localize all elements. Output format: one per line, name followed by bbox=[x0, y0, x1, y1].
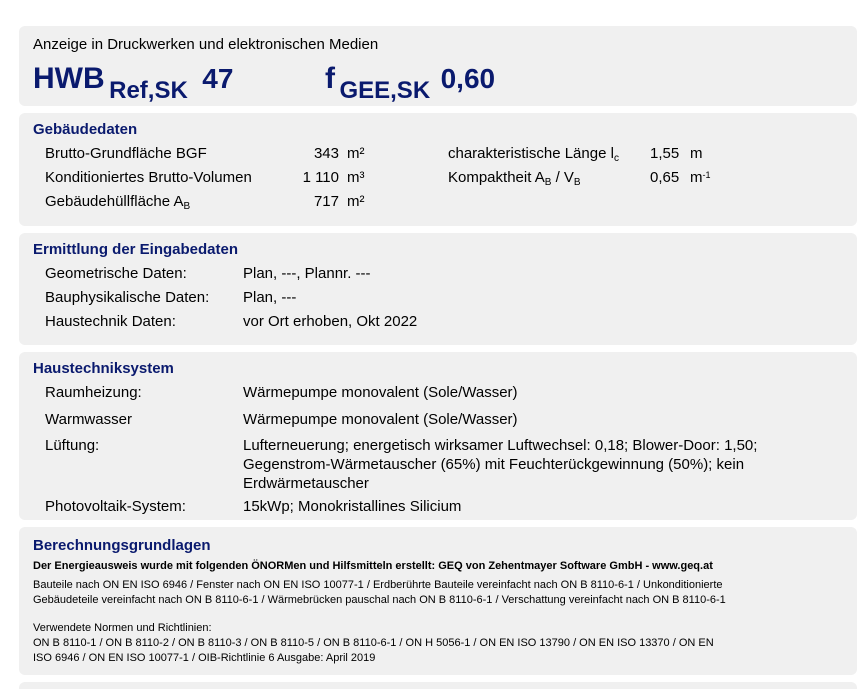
huellflaeche-value: 717 bbox=[313, 193, 339, 210]
geometrie-value: Plan, ---, Plannr. --- bbox=[243, 265, 371, 282]
geometrie-label: Geometrische Daten: bbox=[45, 265, 187, 282]
eingabedaten-title: Ermittlung der Eingabedaten bbox=[33, 241, 239, 258]
volumen-value: 1 110 bbox=[302, 169, 339, 186]
warmwasser-label: Warmwasser bbox=[45, 411, 132, 428]
bgf-value: 343 bbox=[313, 145, 339, 162]
haustechnik-daten-label: Haustechnik Daten: bbox=[45, 313, 176, 330]
photovoltaik-value: 15kWp; Monokristallines Silicium bbox=[243, 498, 462, 515]
kompaktheit-label: Kompaktheit $A_B / V_B$ bbox=[448, 169, 581, 188]
next-panel-edge bbox=[19, 682, 857, 689]
grundlagen-line-2: Gebäudeteile vereinfacht nach ON B 8110-6-1 / Wärmebrücken pauschal nach ON B 8110-6-1 / Verschattung vereinfacht nach ON B 8110-6-1 bbox=[33, 594, 726, 606]
grundlagen-title: Berechnungsgrundlagen bbox=[33, 537, 211, 554]
bauphysik-label: Bauphysikalische Daten: bbox=[45, 289, 210, 306]
grundlagen-line-3: Verwendete Normen und Richtlinien: bbox=[33, 622, 212, 634]
raumheizung-label: Raumheizung: bbox=[45, 384, 142, 401]
display-panel bbox=[19, 26, 857, 106]
warmwasser-value: Wärmepumpe monovalent (Sole/Wasser) bbox=[243, 411, 518, 428]
fgee-indicator bbox=[325, 62, 496, 104]
bauphysik-value: Plan, --- bbox=[243, 289, 297, 306]
char-laenge-value: 1,55 bbox=[650, 145, 680, 162]
haustechnik-daten-value: vor Ort erhoben, Okt 2022 bbox=[243, 313, 418, 330]
char-laenge-unit: m bbox=[690, 145, 703, 162]
huellflaeche-unit: m² bbox=[347, 193, 365, 210]
gebaeudedaten-panel bbox=[19, 113, 857, 226]
grundlagen-line-4: ON B 8110-1 / ON B 8110-2 / ON B 8110-3 / ON B 8110-5 / ON B 8110-6-1 / ON H 5056-1 / ON EN ISO 13790 / ON EN ISO 13370 / ON EN bbox=[33, 637, 714, 649]
lueftung-value-line2: Gegenstrom-Wärmetauscher (65%) mit Feuchterückgewinnung (50%); kein bbox=[243, 456, 745, 473]
bgf-unit: m² bbox=[347, 145, 365, 162]
volumen-unit: m³ bbox=[347, 169, 365, 186]
lueftung-value-line3: Erdwärmetauscher bbox=[243, 475, 369, 492]
hwb-indicator bbox=[33, 62, 234, 104]
bgf-label: Brutto-Grundfläche BGF bbox=[45, 145, 207, 162]
grundlagen-line-5: ISO 6946 / ON EN ISO 10077-1 / OIB-Richtlinie 6 Ausgabe: April 2019 bbox=[33, 652, 376, 664]
kompaktheit-unit: $m^{-1}$ bbox=[690, 169, 711, 186]
display-caption: Anzeige in Druckwerken und elektronischen Medien bbox=[33, 36, 379, 53]
grundlagen-panel bbox=[19, 527, 857, 675]
lueftung-label: Lüftung: bbox=[45, 437, 100, 454]
char-laenge-label: charakteristische Länge $l_c$ bbox=[448, 145, 619, 164]
hwb-value: 47 bbox=[202, 63, 234, 94]
haustechnik-title: Haustechniksystem bbox=[33, 360, 174, 377]
volumen-label: Konditioniertes Brutto-Volumen bbox=[45, 169, 252, 186]
grundlagen-bold-line: Der Energieausweis wurde mit folgenden ÖNORMen und Hilfsmitteln erstellt: GEQ von Zehentmayer Software GmbH - www.geq.at bbox=[33, 560, 713, 572]
huellflaeche-label: Gebäudehüllfläche $A_B$ bbox=[45, 193, 191, 212]
fgee-label: f bbox=[325, 62, 335, 95]
gebaeudedaten-title: Gebäudedaten bbox=[33, 121, 138, 138]
haustechnik-panel bbox=[19, 352, 857, 520]
kompaktheit-value: 0,65 bbox=[650, 169, 680, 186]
grundlagen-line-1: Bauteile nach ON EN ISO 6946 / Fenster nach ON EN ISO 10077-1 / Erdberührte Bauteile vereinfacht nach ON B 8110-6-1 / Unkonditionierte bbox=[33, 579, 723, 591]
fgee-subscript: GEE,SK bbox=[339, 77, 431, 104]
hwb-subscript: Ref,SK bbox=[109, 77, 188, 104]
eingabedaten-panel bbox=[19, 233, 857, 345]
raumheizung-value: Wärmepumpe monovalent (Sole/Wasser) bbox=[243, 384, 518, 401]
fgee-value: 0,60 bbox=[440, 63, 496, 94]
lueftung-value-line1: Lufterneuerung; energetisch wirksamer Luftwechsel: 0,18; Blower-Door: 1,50; bbox=[243, 437, 758, 454]
hwb-label: HWB bbox=[33, 62, 105, 95]
photovoltaik-label: Photovoltaik-System: bbox=[45, 498, 186, 515]
